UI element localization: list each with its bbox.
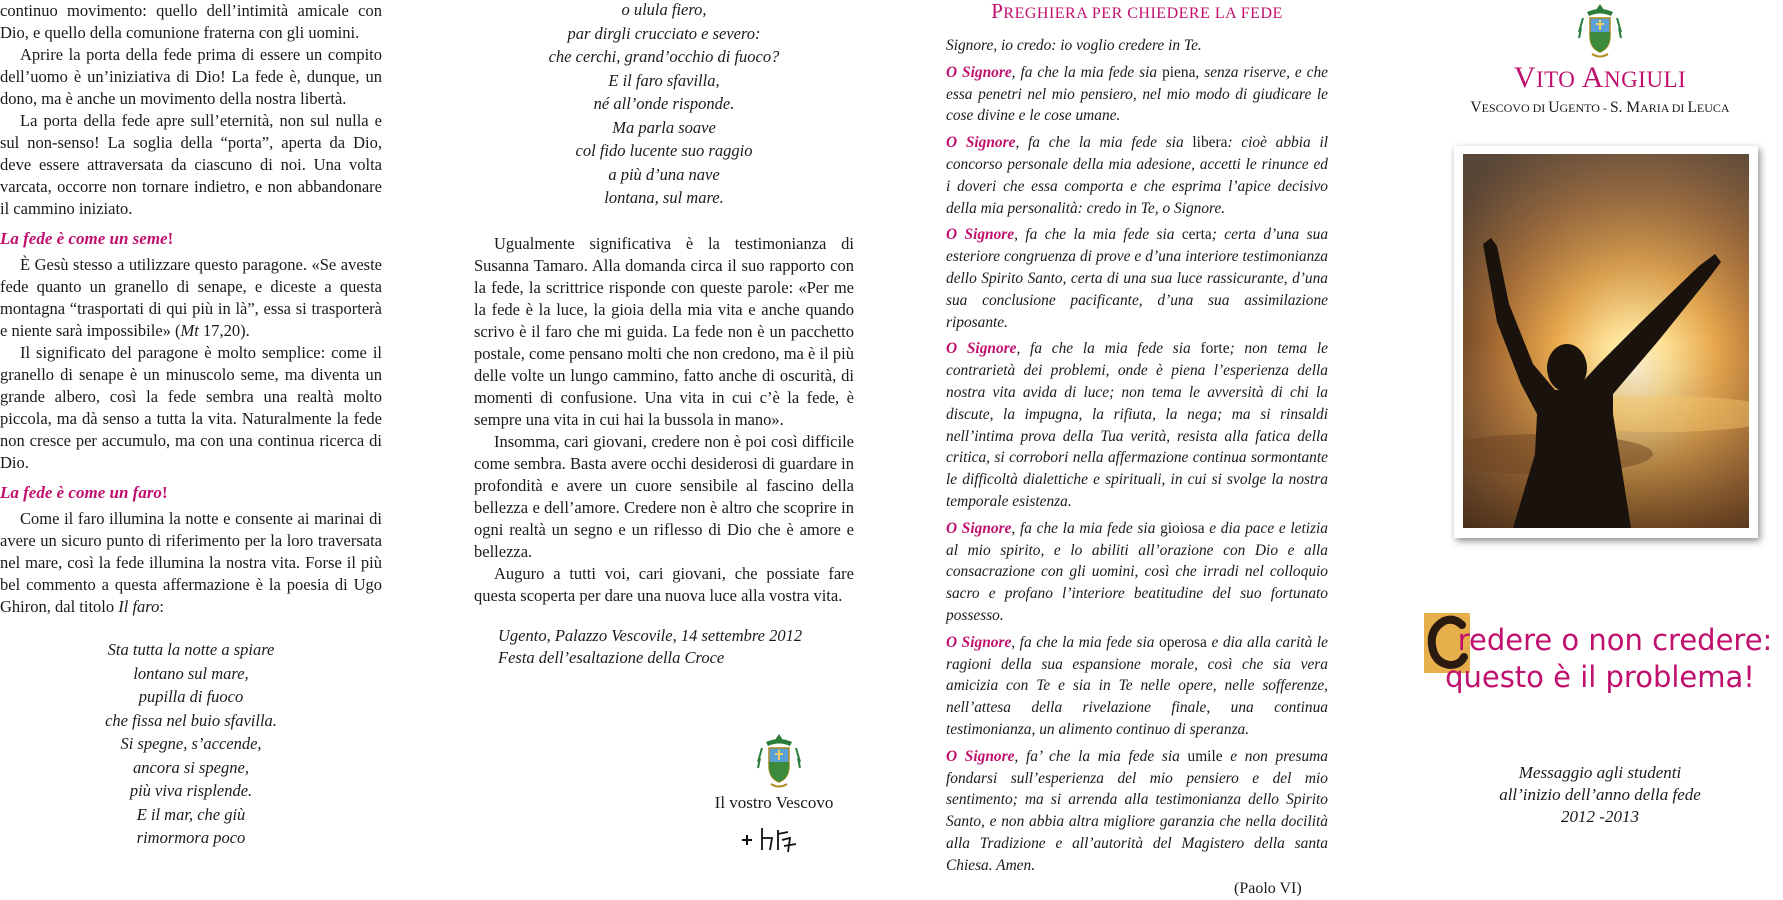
signature-icon — [738, 822, 808, 856]
cover-photo — [1463, 154, 1749, 528]
section-heading-faro: La fede è come un faro! — [0, 483, 168, 502]
paragraph: continuo movimento: quello dell’intimità amicale con Dio, e quello della comunione fraterna con gli uomini. — [0, 1, 382, 42]
prayer-invocation: O Signore, fa’ che la mia fede sia umile e non presuma fondarsi sull’esperienza del mio pensiero e del mio sentimento; ma si arrenda alla testimonianza dello Spirito Santo, e non abbia altra migliore garanzia che nella docilità alla Tradizione e all’autorità del Magistero della santa Chiesa. Amen. — [946, 747, 1328, 874]
paragraph: Auguro a tutti voi, cari giovani, che possiate fare questa scoperta per dare una nuova luce alla vostra vita. — [474, 563, 854, 605]
poem-line: o ulula fiero, — [621, 0, 707, 19]
prayer-attribution: (Paolo VI) — [1234, 880, 1302, 897]
poem-line: che fissa nel buio sfavilla. — [105, 710, 277, 730]
prayer-invocation: O Signore, fa che la mia fede sia certa; certa d’una sua esteriore congruenza di prove e d’una interiore testimonianza dello Spirito Santo, certa di una sua luce rassicurante, d’una sua conclusione pacificante, d’una sua assimilazione riposante. — [946, 226, 1329, 331]
bishop-name: VITO ANGIULI — [1513, 61, 1687, 94]
feast-name: Festa dell’esaltazione della Croce — [498, 647, 725, 667]
cover-photo-frame — [1454, 146, 1758, 538]
paragraph: Aprire la porta della fede prima di essere un compito dell’uomo è un’iniziativa di Dio! La fede è, dunque, un dono, ma è anche un movimento della nostra libertà. — [0, 45, 382, 108]
poem-line: più viva risplende. — [129, 781, 253, 800]
cover-message-line: all’inizio dell’anno della fede — [1499, 785, 1701, 804]
poem-line: che cerchi, grand’occhio di fuoco? — [548, 47, 780, 66]
section-heading-seme: La fede è come un seme! — [0, 229, 174, 248]
prayer-invocation: O Signore, fa che la mia fede sia operosa e dia alla carità le ragioni della sua espansione morale, così che sia vera amicizia con Te e sia in Te nelle opere, nelle sofferenze, nell’attesa della rivelazione finale, una continua testimonianza, un alimento continuo di speranza. — [946, 633, 1328, 738]
cover-title-line: questo è il problema! — [1445, 660, 1755, 694]
prayer-intro: Signore, io credo: io voglio credere in Te. — [946, 37, 1202, 54]
poem-line: Ma parla soave — [612, 117, 716, 137]
prayer-invocation: O Signore, fa che la mia fede sia piena, senza riserve, e che essa penetri nel mio pensiero, nel mio modo di giudicare le cose divine e le cose umane. — [946, 63, 1328, 125]
poem-line: lontano sul mare, — [133, 663, 249, 683]
poem-line: rimormora poco — [136, 828, 246, 847]
poem-line: Si spegne, s’accende, — [120, 734, 262, 753]
paragraph: La porta della fede apre sull’eternità, non sul nulla e sul non-senso! La soglia della “porta”, aperta da Dio, deve essere attraversata da ciascuno di noi. Una volta varcata, occorre non tornare indietro, e non abbandonare il cammino iniziato. — [0, 111, 382, 218]
episcopal-crest-icon — [756, 732, 802, 790]
cover-title-line: redere o non credere: — [1457, 623, 1773, 657]
column-1 — [0, 0, 382, 850]
poem-line: ancora si spegne, — [133, 757, 249, 777]
place-date: Ugento, Palazzo Vescovile, 14 settembre 2012 — [498, 625, 803, 645]
cover-title — [1420, 622, 1780, 696]
poem-line: Sta tutta la notte a spiare — [107, 640, 275, 659]
poem-line: E il mar, che giù — [136, 804, 246, 824]
poem-line: né all’onde risponde. — [593, 94, 735, 113]
cover-message — [1430, 762, 1770, 828]
poem — [0, 638, 382, 850]
column-prayer — [946, 0, 1328, 881]
prayer-invocation: O Signore, fa che la mia fede sia forte; non tema le contrarietà dei problemi, onde è piena l’esperienza della nostra vita avida di luce; non tema le avversità di chi la discute, la impugna, la rifiuta, la nega; ma si rinsaldi nell’intima prova della Tua verità, resista alla fatica della critica, si corrobori nella affermazione continua sormontante le difficoltà dialettiche e spirituali, in cui si svolge la nostra temporale esistenza. — [946, 340, 1329, 510]
bishop-title: VESCOVO DI UGENTO - S. MARIA DI LEUCA — [1470, 99, 1730, 116]
column-2 — [474, 0, 854, 669]
poem-line: a più d’una nave — [608, 164, 720, 184]
poem-line: col fido lucente suo raggio — [575, 141, 753, 160]
date-place — [498, 625, 854, 669]
prayer-invocation: O Signore, fa che la mia fede sia gioiosa e dia pace e letizia al mio spirito, e lo abiliti all’orazione con Dio e alla consacrazione con gli uomini, così che irradi nel colloquio sacro e profano l’interiore beatitudine del suo fortunato possesso. — [946, 519, 1328, 624]
paragraph: Come il faro illumina la notte e consente ai marinai di avere un sicuro punto di riferimento per la loro traversata nel mare, così la fede illumina la nostra vita. Forse il più bel commento a questa affermazione è la poesia di Ugo Ghiron, dal titolo Il faro: — [0, 509, 382, 616]
paragraph: È Gesù stesso a utilizzare questo paragone. «Se aveste fede quanto un granello di senape, e diceste a questa montagna “trasportati di qui più in là”, essa si trasporterà e niente sarà impossibile» (Mt 17,20). — [0, 255, 382, 340]
paragraph: Insomma, cari giovani, credere non è poi così difficile come sembra. Basta avere occhi desiderosi di guardare in profondità e avere un cuore sensibile al fascino della bellezza e dell’amore. Credere non è altro che scoprire in ogni realtà un segno e un riflesso di Dio che è amore e bellezza. — [474, 431, 854, 561]
cover-message-line: 2012 -2013 — [1561, 807, 1639, 826]
closing-signature-label: Il vostro Vescovo — [714, 793, 834, 812]
prayer-invocation: O Signore, fa che la mia fede sia libera: cioè abbia il concorso personale della mia adesione, accetti le rinunce ed i doveri che essa comporta e che esprima l’apice decisivo della mia personalità: credo in Te, o Signore. — [946, 134, 1328, 217]
poem-line: par dirgli crucciato e severo: — [567, 23, 761, 43]
cover-message-line: Messaggio agli studenti — [1518, 763, 1682, 782]
episcopal-crest-icon — [1577, 2, 1623, 60]
poem-line: E il faro sfavilla, — [608, 70, 720, 90]
paragraph: Il significato del paragone è molto semplice: come il granello di senape è un minuscolo seme, ma diventa un grande albero, così la fede sembra una realtà molto piccola, ma dà senso a tutta la vita. Naturalmente la fede non cresce per accumulo, ma con una continua ricerca di Dio. — [0, 343, 382, 472]
prayer-title: PREGHIERA PER CHIEDERE LA FEDE — [991, 0, 1283, 23]
poem-line: pupilla di fuoco — [138, 687, 244, 706]
poem-line: lontana, sul mare. — [604, 188, 724, 207]
paragraph: Ugualmente significativa è la testimonianza di Susanna Tamaro. Alla domanda circa il suo rapporto con la fede, la scrittrice risponde con queste parole: «Per me la fede è la luce, la gioia della mia vita e anche quando scrivo è il faro che mi guida. La fede non è un pacchetto postale, come pensano molti che non credono, ma è il più delle volte un lungo cammino, fatto anche di oscurità, di momenti di confusione. Una vita in cui c’è la fede, è sempre una vita in cui hai la bussola in mano». — [474, 233, 854, 429]
poem — [474, 0, 854, 210]
